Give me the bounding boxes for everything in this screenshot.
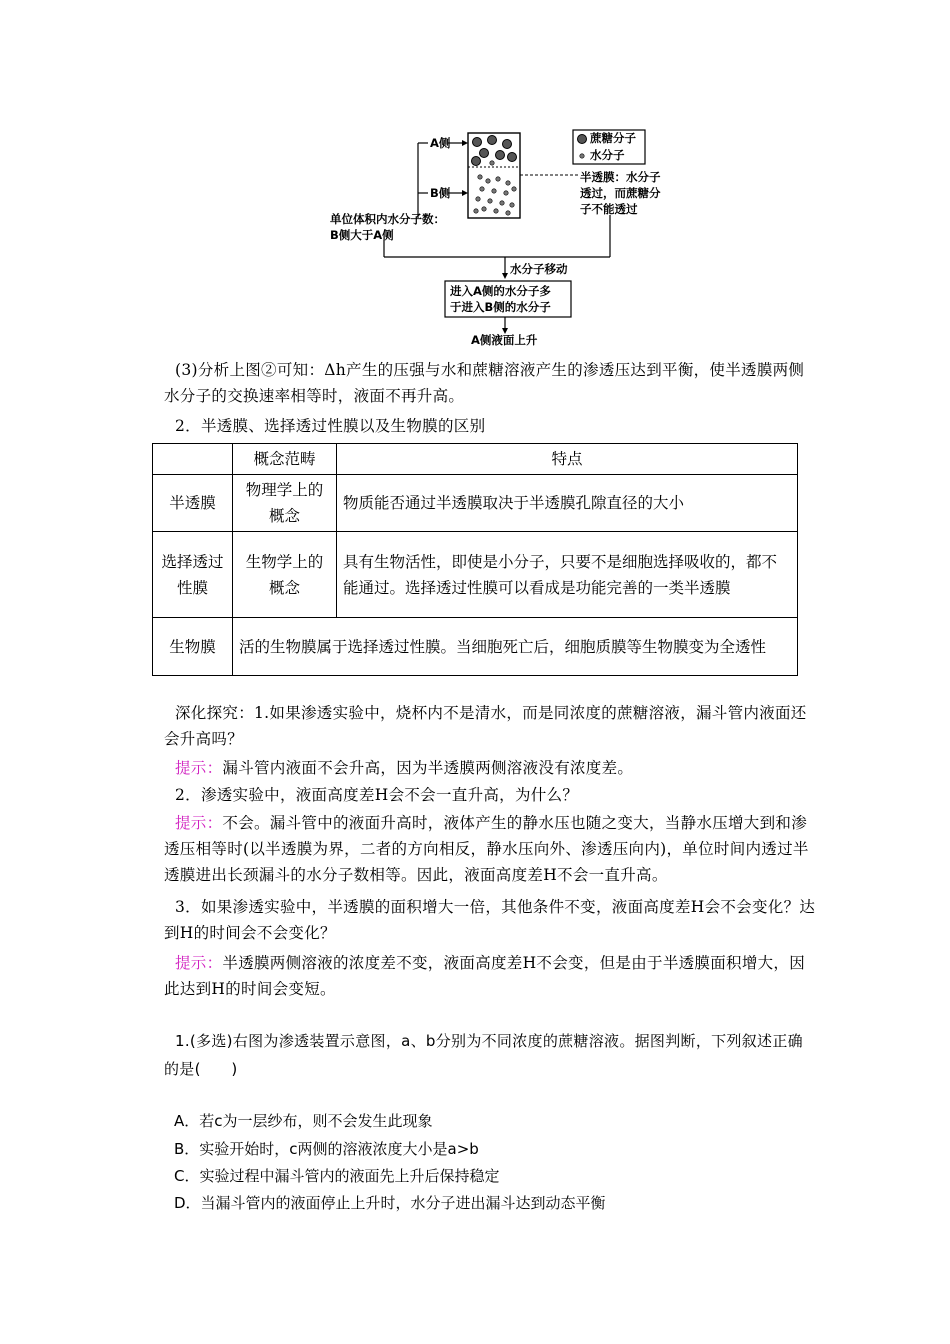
- explore-a2-text: 不会。漏斗管中的液面升高时，液体产生的静水压也随之变大，当静水压增大到和渗透压相等时(以半透膜为界，二者的方向相反，静水压向外、渗透压向内)，单位时间内透过半透膜进出长颈漏斗的水分子数相等。因此，液面高度差H不会一直升高。: [164, 814, 809, 884]
- water-molecule: [496, 177, 500, 181]
- sucrose-molecule: [472, 157, 481, 166]
- option-d: D．当漏斗管内的液面停止上升时，水分子进出漏斗达到动态平衡: [174, 1194, 606, 1212]
- option-b: B．实验开始时，c两侧的溶液浓度大小是a>b: [174, 1140, 479, 1158]
- row2-feature: 具有生物活性，即使是小分子，只要不是细胞选择吸收的，都不能通过。选择透过性膜可以看成是功能完善的一类半透膜: [337, 532, 798, 618]
- table-header-concept: 概念范畴: [233, 444, 337, 475]
- sucrose-molecule: [496, 151, 505, 160]
- legend-water: 水分子: [590, 148, 625, 162]
- water-molecule: [478, 175, 482, 179]
- water-molecule: [510, 203, 514, 207]
- membrane-note-3: 子不能透过: [580, 202, 638, 216]
- explore-q2: 2．渗透实验中，液面高度差H会不会一直升高，为什么？: [175, 786, 579, 804]
- table-row: [153, 532, 798, 618]
- membrane-note-2: 透过，而蔗糖分: [580, 186, 661, 200]
- diagram-side-b: B侧: [430, 186, 451, 200]
- option-c: C．实验过程中漏斗管内的液面先上升后保持稳定: [174, 1167, 500, 1185]
- enter-text-1: 进入A侧的水分子多: [450, 284, 551, 298]
- table-row: [153, 618, 798, 676]
- section-2-title: 2．半透膜、选择透过性膜以及生物膜的区别: [175, 417, 486, 435]
- water-molecule: [494, 209, 498, 213]
- water-molecule: [482, 207, 486, 211]
- row1-name: 半透膜: [153, 475, 233, 532]
- water-molecule: [492, 189, 496, 193]
- water-molecule: [506, 181, 510, 185]
- explore-a3-text: 半透膜两侧溶液的浓度差不变，液面高度差H不会变，但是由于半透膜面积增大，因此达到H的时间会变短。: [164, 954, 806, 998]
- beaker-molecules: [468, 133, 520, 218]
- row1-concept: 物理学上的概念: [233, 475, 337, 532]
- table-header-feature: 特点: [337, 444, 798, 475]
- water-molecule: [488, 199, 492, 203]
- water-molecule: [506, 211, 510, 215]
- sucrose-molecule: [503, 140, 512, 149]
- hint-label: 提示：: [175, 814, 223, 832]
- paragraph-3: (3)分析上图②可知：Δh产生的压强与水和蔗糖溶液产生的渗透压达到平衡，使半透膜两侧水分子的交换速率相等时，液面不再升高。: [164, 361, 805, 405]
- water-molecule: [476, 197, 480, 201]
- explore-a1-text: 漏斗管内液面不会升高，因为半透膜两侧溶液没有浓度差。: [222, 759, 634, 777]
- explore-a1: [175, 755, 825, 781]
- question-stem: 1.(多选)右图为渗透装置示意图，a、b分别为不同浓度的蔗糖溶液。据图判断，下列叙述正确的是( ): [164, 1032, 803, 1078]
- unit-count-1: 单位体积内水分子数：: [330, 212, 445, 226]
- water-molecule: [512, 187, 516, 191]
- option-a: A．若c为一层纱布，则不会发生此现象: [174, 1112, 433, 1130]
- membrane-note-1: 半透膜：水分子: [580, 170, 661, 184]
- explore-q3: 3．如果渗透实验中，半透膜的面积增大一倍，其他条件不变，液面高度差H会不会变化？达到H的时间会不会变化？: [164, 898, 816, 942]
- row2-name: 选择透过性膜: [153, 532, 233, 618]
- row1-feature: 物质能否通过半透膜取决于半透膜孔隙直径的大小: [337, 475, 798, 532]
- enter-text-2: 于进入B侧的水分子: [450, 300, 551, 314]
- water-molecule: [500, 201, 504, 205]
- water-molecule: [504, 191, 508, 195]
- water-move-label: 水分子移动: [510, 262, 568, 276]
- sucrose-molecule: [508, 153, 517, 162]
- comparison-table: [152, 443, 798, 676]
- table-header-row: [153, 444, 798, 475]
- water-molecule: [490, 161, 494, 165]
- water-molecule: [474, 209, 478, 213]
- explore-a2: [164, 810, 816, 888]
- legend-sucrose: 蔗糖分子: [590, 131, 636, 145]
- sucrose-molecule: [473, 138, 482, 147]
- row3-feature: 活的生物膜属于选择透过性膜。当细胞死亡后，细胞质膜等生物膜变为全透性: [233, 618, 798, 676]
- table-header-empty: [153, 444, 233, 475]
- a-rise-label: A侧液面上升: [471, 333, 538, 347]
- water-molecule: [480, 187, 484, 191]
- explore-q1: 深化探究：1.如果渗透实验中，烧杯内不是清水，而是同浓度的蔗糖溶液，漏斗管内液面还会升高吗？: [164, 704, 807, 748]
- table-row: [153, 475, 798, 532]
- sucrose-molecule: [488, 136, 497, 145]
- water-molecule: [486, 179, 490, 183]
- diagram-side-a: A侧: [430, 136, 451, 150]
- row2-concept: 生物学上的概念: [233, 532, 337, 618]
- hint-label: 提示：: [175, 954, 223, 972]
- unit-count-2: B侧大于A侧: [330, 228, 394, 242]
- explore-a3: [164, 950, 816, 1002]
- sucrose-molecule: [480, 149, 489, 158]
- row3-name: 生物膜: [153, 618, 233, 676]
- hint-label: 提示：: [175, 759, 223, 777]
